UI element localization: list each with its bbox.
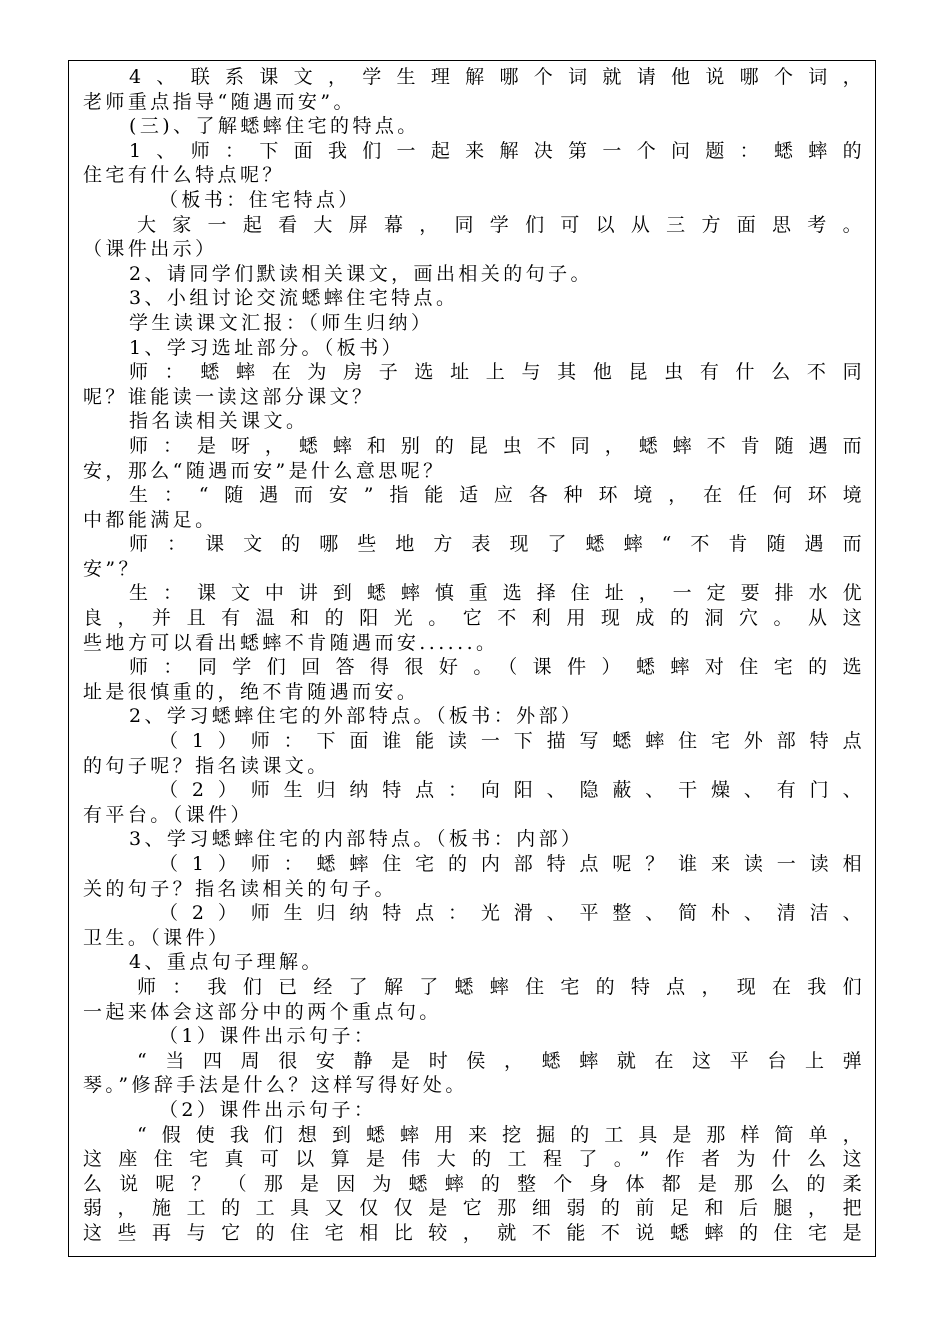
text-line: 2、请同学们默读相关课文，画出相关的句子。 [129, 262, 593, 285]
text-line: 生：课文中讲到蟋蟀慎重选择住址，一定要排水优 [129, 582, 865, 605]
document-page [68, 60, 876, 1257]
text-line: （2）师生归纳特点：光滑、平整、简朴、清洁、 [159, 902, 865, 925]
text-line: 这座住宅真可以算是伟大的工程了。”作者为什么这 [83, 1148, 865, 1171]
text-line: 师：蟋蟀在为房子选址上与其他昆虫有什么不同 [129, 361, 865, 384]
text-line: 址是很慎重的，绝不肯随遇而安。 [83, 680, 420, 703]
text-line: 住宅有什么特点呢？ [83, 164, 285, 187]
text-line: （板书：住宅特点） [159, 188, 361, 211]
text-line: 1、师：下面我们一起来解决第一个问题：蟋蟀的 [129, 139, 865, 162]
text-line: 一起来体会这部分中的两个重点句。 [83, 1000, 442, 1023]
text-line: 良，并且有温和的阳光。它不利用现成的洞穴。从这 [83, 607, 865, 630]
text-line: 关的句子？指名读相关的句子。 [83, 877, 397, 900]
text-line: 4、联系课文，学生理解哪个词就请他说哪个词， [129, 66, 865, 88]
section-heading: (三)、了解蟋蟀住宅的特点。 [129, 115, 420, 138]
text-line: 有平台。（课件） [83, 803, 253, 826]
text-line: 师：是呀，蟋蟀和别的昆虫不同，蟋蟀不肯随遇而 [129, 434, 865, 457]
text-line: 么说呢？（那是因为蟋蟀的整个身体都是那么的柔 [83, 1172, 865, 1195]
text-line: 中都能满足。 [83, 508, 218, 531]
text-line: 1、学习选址部分。（板书） [129, 336, 405, 359]
text-line: 师：我们已经了解了蟋蟀住宅的特点，现在我们 [137, 975, 865, 998]
text-line: 琴。”修辞手法是什么？这样写得好处。 [83, 1074, 468, 1097]
text-line: （1）课件出示句子： [159, 1025, 377, 1048]
text-line: 安”？ [83, 557, 141, 580]
text-line: 指名读相关课文。 [129, 410, 309, 433]
text-line: 4、重点句子理解。 [129, 951, 324, 974]
text-line: “假使我们想到蟋蟀用来挖掘的工具是那样简单， [137, 1123, 865, 1146]
text-line: （2）师生归纳特点：向阳、隐蔽、干燥、有门、 [159, 779, 865, 802]
text-line: 的句子呢？指名读课文。 [83, 754, 330, 777]
text-line: （课件出示） [83, 238, 218, 261]
text-line: （1）师：下面谁能读一下描写蟋蟀住宅外部特点 [159, 730, 865, 753]
text-line: 3、小组讨论交流蟋蟀住宅特点。 [129, 287, 459, 310]
text-line: 这些再与它的住宅相比较，就不能不说蟋蟀的住宅是 [83, 1221, 865, 1244]
text-line: “当四周很安静是时侯，蟋蟀就在这平台上弹 [137, 1049, 865, 1072]
text-line: 老师重点指导“随遇而安”。 [83, 90, 356, 113]
text-line: 2、学习蟋蟀住宅的外部特点。（板书：外部） [129, 705, 584, 728]
text-line: 大家一起看大屏幕，同学们可以从三方面思考。 [137, 213, 865, 236]
text-line: （1）师：蟋蟀住宅的内部特点呢？谁来读一读相 [159, 853, 865, 875]
text-line: 些地方可以看出蟋蟀不肯随遇而安......。 [83, 631, 499, 654]
text-line: 师：课文的哪些地方表现了蟋蟀“不肯随遇而 [129, 533, 865, 556]
text-line: 学生读课文汇报：（师生归纳） [129, 311, 434, 334]
text-line: 3、学习蟋蟀住宅的内部特点。（板书：内部） [129, 828, 584, 851]
text-line: 师：同学们回答得很好。（课件）蟋蟀对住宅的选 [129, 656, 865, 679]
text-line: 呢？谁能读一读这部分课文？ [83, 385, 375, 408]
text-line: 卫生。（课件） [83, 926, 231, 949]
text-line: 弱，施工的工具又仅仅是它那细弱的前足和后腿，把 [83, 1197, 865, 1220]
text-line: 安，那么“随遇而安”是什么意思呢？ [83, 459, 446, 482]
text-line: （2）课件出示句子： [159, 1098, 377, 1121]
text-line: 生：“随遇而安”指能适应各种环境，在任何环境 [129, 484, 865, 507]
